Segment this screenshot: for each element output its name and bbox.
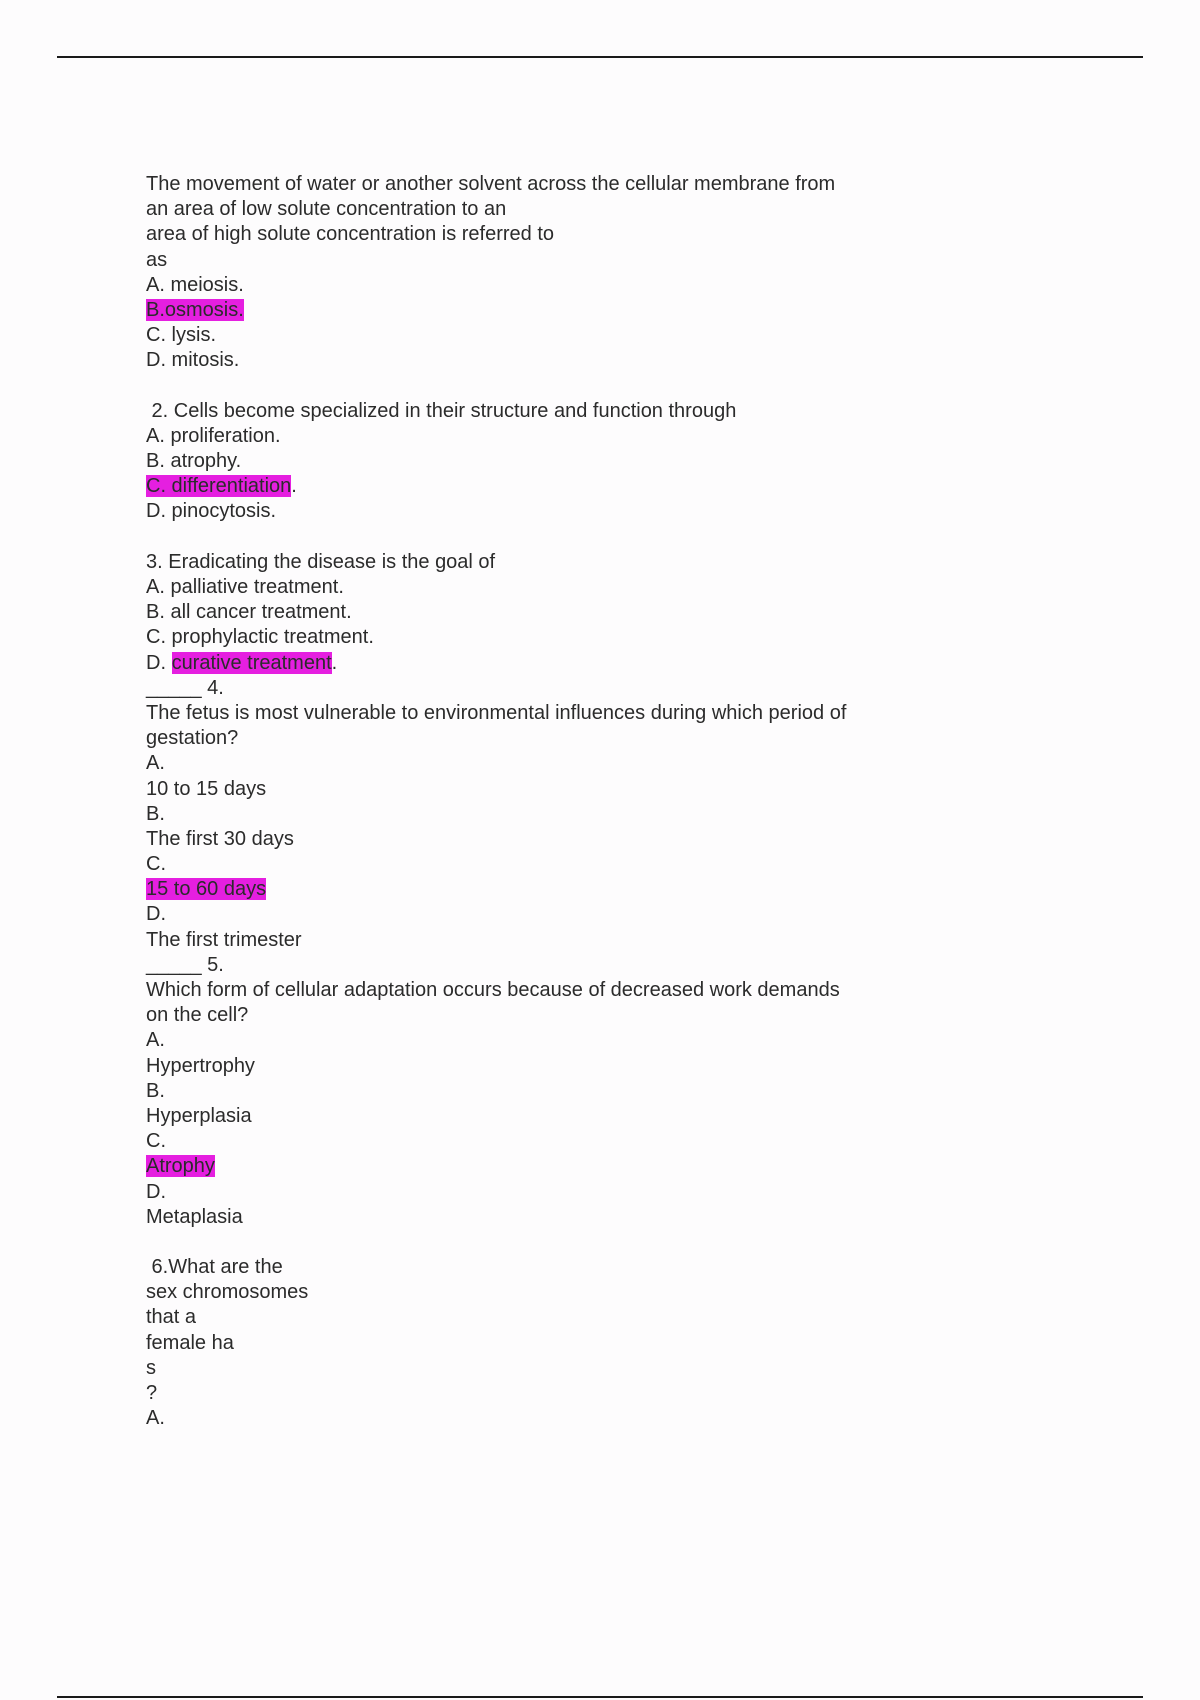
question-4-stem-line: The fetus is most vulnerable to environmental influences during which period of xyxy=(146,701,847,724)
question-3-stem: 3. Eradicating the disease is the goal of xyxy=(146,550,496,573)
header-rule xyxy=(57,56,1143,58)
question-4 xyxy=(146,676,946,953)
question-1-option-a: A. meiosis. xyxy=(146,273,244,296)
question-1-stem-line: area of high solute concentration is referred to xyxy=(146,223,555,246)
question-6-stem-line: s xyxy=(146,1356,156,1379)
question-4-option-a: 10 to 15 days xyxy=(146,777,267,800)
question-5-option-a: Hypertrophy xyxy=(146,1054,255,1077)
question-4-option-b: The first 30 days xyxy=(146,827,294,850)
question-5-number: _____ 5. xyxy=(146,953,224,976)
question-5-option-d: Metaplasia xyxy=(146,1205,243,1228)
footer-rule xyxy=(57,1696,1143,1698)
question-1 xyxy=(146,172,946,374)
question-4-option-c-letter: C. xyxy=(146,853,166,876)
question-6 xyxy=(146,1255,946,1431)
question-3-option-c: C. prophylactic treatment. xyxy=(146,626,374,649)
question-5 xyxy=(146,953,946,1230)
question-5-option-c xyxy=(146,1154,946,1179)
question-4-stem-line: gestation? xyxy=(146,727,239,750)
question-5-option-b: Hyperplasia xyxy=(146,1104,252,1127)
option-trailing-period: . xyxy=(291,475,297,498)
option-trailing-period: . xyxy=(331,651,338,674)
question-6-stem-line: female ha xyxy=(146,1331,234,1354)
question-4-option-d-letter: D. xyxy=(146,903,166,926)
question-5-option-c-letter: C. xyxy=(146,1130,166,1153)
question-2-stem: 2. Cells become specialized in their structure and function through xyxy=(146,399,737,422)
spacer xyxy=(146,374,946,399)
question-3-option-d xyxy=(146,651,946,676)
question-2-option-d: D. pinocytosis. xyxy=(146,500,277,523)
question-4-option-c xyxy=(146,877,946,902)
spacer xyxy=(146,525,946,550)
highlighted-answer: Atrophy xyxy=(146,1155,215,1178)
question-4-number: _____ 4. xyxy=(146,676,224,699)
question-5-stem-line: Which form of cellular adaptation occurs because of decreased work demands xyxy=(146,979,840,1001)
question-1-stem-line: an area of low solute concentration to an xyxy=(146,198,507,221)
question-5-option-b-letter: B. xyxy=(146,1079,165,1102)
option-letter: D. xyxy=(146,651,172,674)
question-6-stem-line: sex chromosomes xyxy=(146,1281,309,1304)
question-3-option-a: A. palliative treatment. xyxy=(146,576,344,598)
question-1-stem-line: The movement of water or another solvent across the cellular membrane from xyxy=(146,173,836,195)
question-6-option-a-letter: A. xyxy=(146,1407,165,1430)
question-1-option-c: C. lysis. xyxy=(146,324,216,347)
question-2-option-b: B. atrophy. xyxy=(146,450,242,473)
question-6-stem-line: 6.What are the xyxy=(146,1256,283,1279)
question-4-option-d: The first trimester xyxy=(146,928,302,951)
highlighted-answer: 15 to 60 days xyxy=(146,878,267,901)
question-2 xyxy=(146,399,946,525)
question-4-option-b-letter: B. xyxy=(146,802,165,825)
question-3-option-b: B. all cancer treatment. xyxy=(146,601,352,624)
highlighted-answer: curative treatment xyxy=(171,651,332,674)
question-4-option-a-letter: A. xyxy=(146,752,165,775)
question-1-option-b xyxy=(146,298,946,323)
question-2-option-c xyxy=(146,474,946,499)
highlighted-answer: C. differentiation xyxy=(146,475,292,498)
question-5-stem-line: on the cell? xyxy=(146,1004,249,1027)
question-5-option-d-letter: D. xyxy=(146,1180,166,1203)
spacer xyxy=(146,1230,946,1255)
question-1-option-d: D. mitosis. xyxy=(146,349,240,372)
question-1-stem-line: as xyxy=(146,248,168,271)
question-6-stem-line: ? xyxy=(146,1382,158,1404)
question-5-option-a-letter: A. xyxy=(146,1029,165,1052)
document-body xyxy=(146,172,946,1431)
question-2-option-a: A. proliferation. xyxy=(146,424,281,447)
question-6-stem-line: that a xyxy=(146,1306,197,1329)
question-3 xyxy=(146,550,946,676)
highlighted-answer: B.osmosis. xyxy=(146,298,244,321)
